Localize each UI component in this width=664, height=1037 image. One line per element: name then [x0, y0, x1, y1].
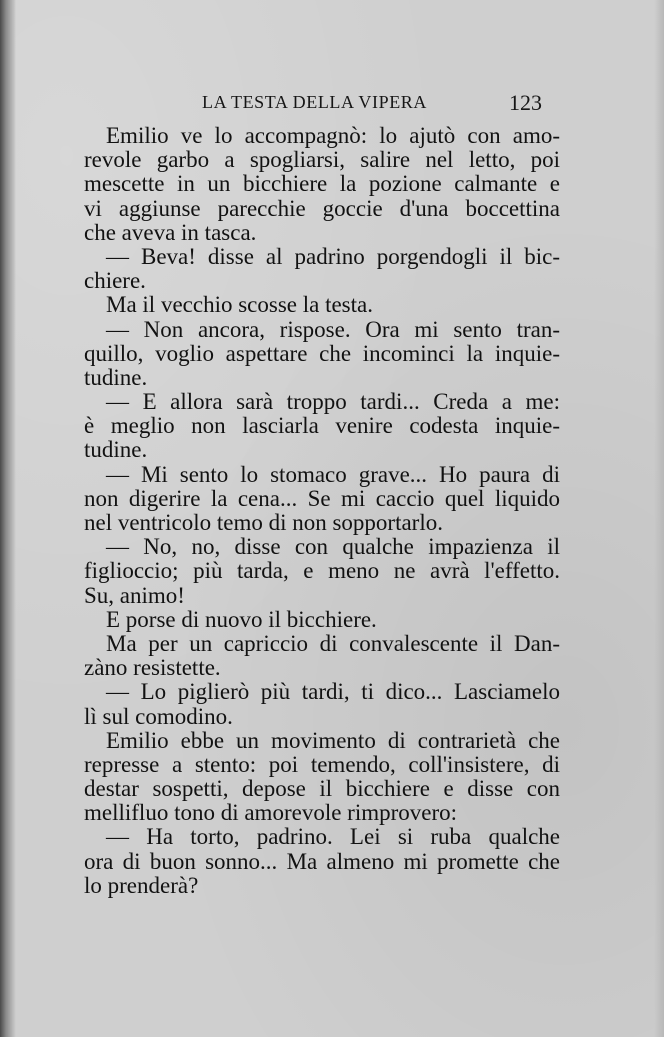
text-line: Su, animo! — [84, 582, 185, 608]
body-text — [84, 124, 560, 898]
text-line: che aveva in tasca. — [84, 219, 257, 245]
text-line: mescette in un bicchiere la pozione calmante e — [84, 171, 560, 197]
text-line: Emilio ve lo accompagnò: lo ajutò con amo- — [106, 123, 560, 148]
page-edge — [654, 0, 664, 1037]
text-line: figlioccio; più tarda, e meno ne avrà l'effetto. — [84, 558, 560, 584]
text-line: E porse di nuovo il bicchiere. — [106, 606, 377, 632]
text-line: Ma il vecchio scosse la testa. — [106, 292, 373, 318]
text-line: represse a stento: poi temendo, coll'insistere, di — [84, 751, 560, 777]
text-line: — Ha torto, padrino. Lei si ruba qualche — [106, 824, 560, 850]
text-line: zàno resistette. — [84, 655, 221, 681]
text-line: ora di buon sonno... Ma almeno mi promette che — [84, 848, 560, 874]
text-line: vi aggiunse parecchie goccie d'una boccettina — [84, 195, 560, 221]
text-line: Emilio ebbe un movimento di contrarietà che — [106, 727, 560, 753]
page-binding-shadow — [0, 0, 16, 1037]
text-line: tudine. — [84, 364, 148, 390]
running-title: LA TESTA DELLA VIPERA — [202, 92, 428, 112]
text-line: — Beva! disse al padrino porgendogli il bic- — [106, 243, 560, 269]
text-line: lì sul comodino. — [84, 703, 233, 729]
text-line: — E allora sarà troppo tardi... Creda a me: — [106, 389, 560, 415]
page-number: 123 — [509, 90, 542, 115]
text-line: Ma per un capriccio di convalescente il Dan- — [106, 630, 560, 656]
text-line: — Lo piglierò più tardi, ti dico... Lasciamelo — [106, 679, 560, 705]
text-line: — No, no, disse con qualche impazienza il — [106, 534, 560, 560]
text-line: lo prenderà? — [84, 872, 199, 898]
text-line: è meglio non lasciarla venire codesta inquie- — [84, 413, 560, 439]
text-line: — Non ancora, rispose. Ora mi sento tran- — [106, 316, 560, 342]
text-line: quillo, voglio aspettare che incominci la inquie- — [84, 340, 560, 366]
text-line: nel ventricolo temo di non sopportarlo. — [84, 510, 443, 535]
text-line: tudine. — [84, 437, 148, 463]
text-line: chiere. — [84, 268, 146, 294]
text-line: — Mi sento lo stomaco grave... Ho paura di — [106, 461, 560, 487]
text-line: revole garbo a spogliarsi, salire nel letto, poi — [84, 147, 560, 173]
text-line: mellifluo tono di amorevole rimprovero: — [84, 800, 458, 826]
text-line: destar sospetti, depose il bicchiere e disse con — [84, 776, 560, 802]
text-line: non digerire la cena... Se mi caccio quel liquido — [84, 485, 560, 511]
running-head — [84, 92, 542, 120]
